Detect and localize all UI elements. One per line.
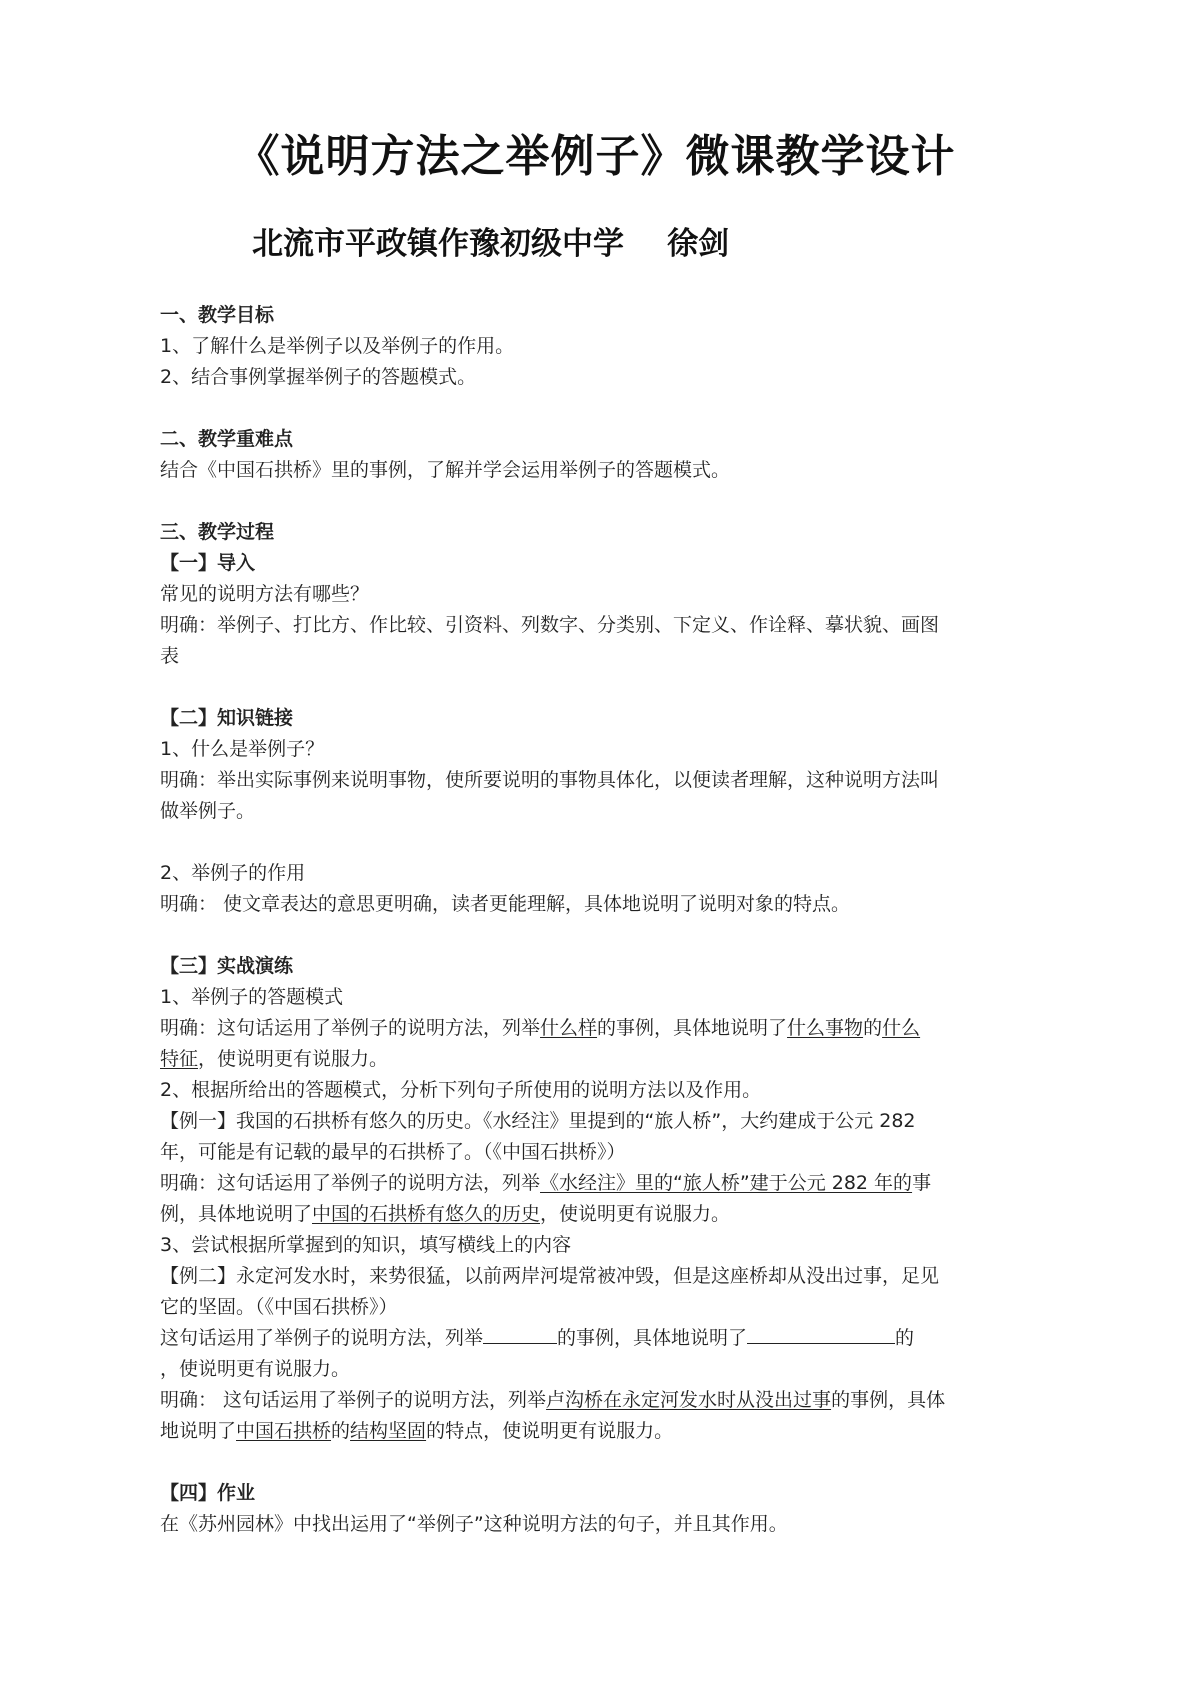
practice-question-3: 3、尝试根据所掌握到的知识，填写横线上的内容 [160,1234,572,1256]
practice-question-1: 1、举例子的答题模式 [160,986,344,1008]
fill-in-sentence: 这句话运用了举例子的说明方法，列举 的事例，具体地说明了 的 [160,1327,915,1349]
part-heading-homework: 【四】作业 [160,1482,256,1504]
intro-answer: 明确：举例子、打比方、作比较、引资料、列数字、分类别、下定义、作诠释、摹状貌、画图 [160,614,940,636]
fill-blank-1 [483,1325,557,1344]
homework-text: 在《苏州园林》中找出运用了“举例子”这种说明方法的句子，并且其作用。 [160,1513,788,1535]
key-points-text: 结合《中国石拱桥》里的事例，了解并学会运用举例子的答题模式。 [160,459,731,481]
example-2-answer: 明确： 这句话运用了举例子的说明方法，列举卢沟桥在永定河发水时从没出过事的事例，具体 [160,1389,946,1411]
fill-in-sentence-continued: ，使说明更有说服力。 [160,1358,351,1380]
answer-template-continued: 特征，使说明更有说服力。 [160,1048,389,1070]
document-body [160,300,1040,1540]
fill-blank-2 [747,1325,895,1344]
example-1: 【例一】我国的石拱桥有悠久的历史。《水经注》里提到的“旅人桥”，大约建成于公元 282 [160,1110,916,1132]
knowledge-question-1: 1、什么是举例子？ [160,738,325,760]
example-2-answer-continued: 地说明了中国石拱桥的结构坚固的特点，使说明更有说服力。 [160,1420,674,1442]
document-title: 《说明方法之举例子》微课教学设计 [235,131,956,182]
objective-item: 2、结合事例掌握举例子的答题模式。 [160,366,477,388]
example-1-continued: 年，可能是有记载的最早的石拱桥了。（《中国石拱桥》） [160,1141,626,1163]
objective-item: 1、了解什么是举例子以及举例子的作用。 [160,335,515,357]
section-heading-objectives: 一、教学目标 [160,304,275,326]
intro-answer-continued: 表 [160,645,180,667]
knowledge-answer-2: 明确： 使文章表达的意思更明确，读者更能理解，具体地说明了说明对象的特点。 [160,893,851,915]
knowledge-answer-1: 明确：举出实际事例来说明事物，使所要说明的事物具体化，以便读者理解，这种说明方法叫 [160,769,940,791]
practice-question-2: 2、根据所给出的答题模式，分析下列句子所使用的说明方法以及作用。 [160,1079,762,1101]
part-heading-practice: 【三】实战演练 [160,955,294,977]
intro-question: 常见的说明方法有哪些？ [160,583,370,605]
knowledge-question-2: 2、举例子的作用 [160,862,306,884]
example-2-continued: 它的坚固。（《中国石拱桥》） [160,1296,398,1318]
section-heading-process: 三、教学过程 [160,521,275,543]
example-2: 【例二】永定河发水时，来势很猛，以前两岸河堤常被冲毁，但是这座桥却从没出过事，足见 [160,1265,940,1287]
answer-template: 明确：这句话运用了举例子的说明方法，列举什么样的事例，具体地说明了什么事物的什么 [160,1017,921,1039]
knowledge-answer-1-continued: 做举例子。 [160,800,256,822]
section-heading-key-points: 二、教学重难点 [160,428,294,450]
part-heading-knowledge: 【二】知识链接 [160,707,294,729]
author-line: 北流市平政镇作豫初级中学 徐剑 [252,226,730,262]
example-1-answer: 明确：这句话运用了举例子的说明方法，列举《水经注》里的“旅人桥”建于公元 282 年的事 [160,1172,932,1194]
part-heading-intro: 【一】导入 [160,552,256,574]
example-1-answer-continued: 例，具体地说明了中国的石拱桥有悠久的历史，使说明更有说服力。 [160,1203,731,1225]
